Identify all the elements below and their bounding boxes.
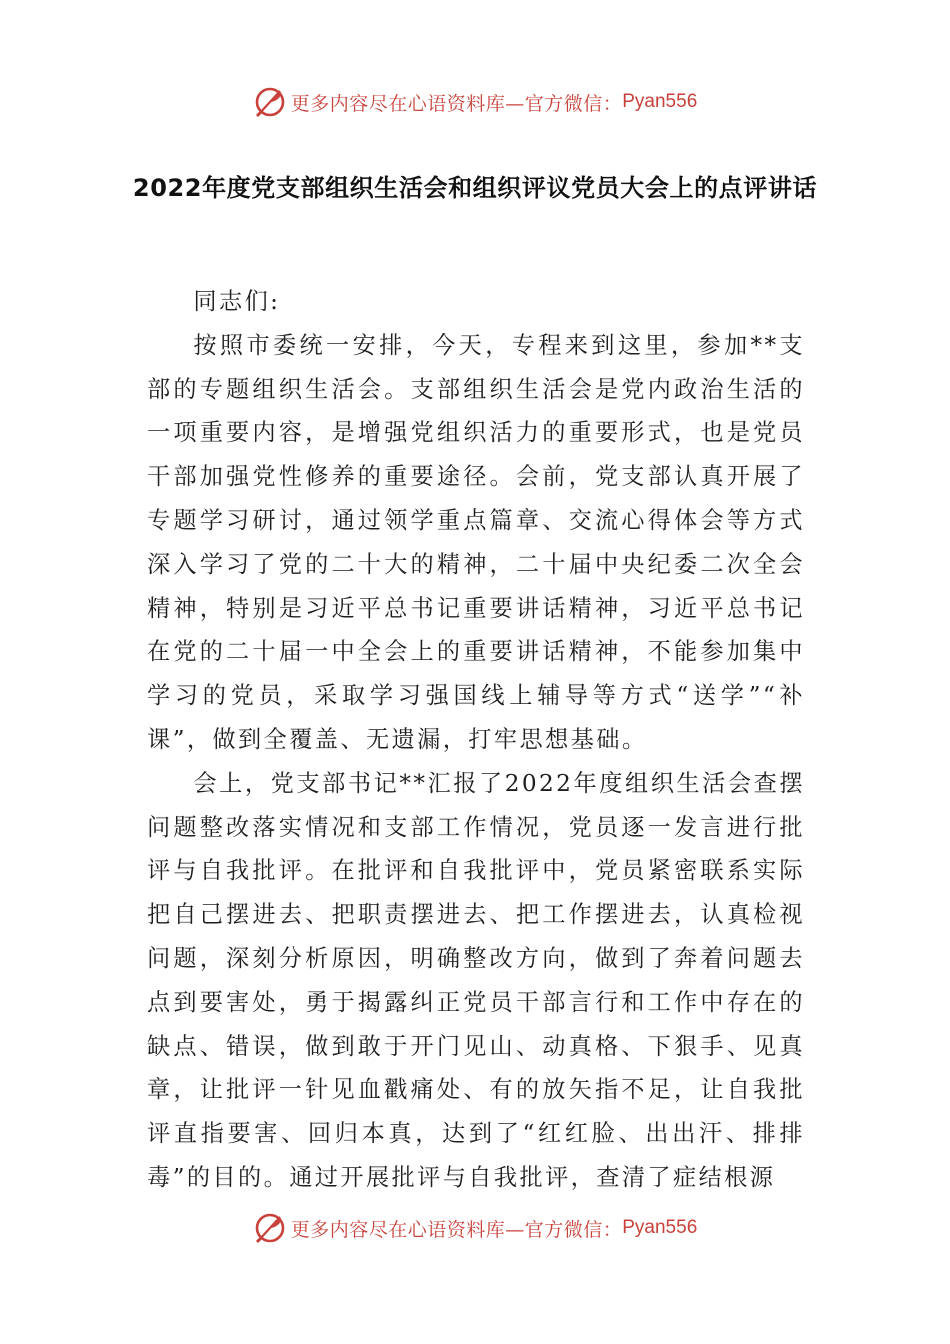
quill-pen-circle-icon [253, 85, 287, 119]
document-body [147, 280, 805, 1200]
banner-text: 更多内容尽在心语资料库—官方微信： [290, 92, 623, 115]
banner-wechat-id: Pyan556 [622, 1217, 698, 1238]
paragraph: 按照市委统一安排，今天，专程来到这里，参加**支部的专题组织生活会。支部组织生活会是党内政治生活的一项重要内容，是增强党组织活力的重要形式，也是党员干部加强党性修养的重要途径。会前，党支部认真开展了专题学习研讨，通过领学重点篇章、交流心得体会等方式深入学习了党的二十大的精神，二十届中央纪委二次全会精神，特别是习近平总书记重要讲话精神，习近平总书记在党的二十届一中全会上的重要讲话精神，不能参加集中学习的党员，采取学习强国线上辅导等方式“送学”“补课”，做到全覆盖、无遗漏，打牢思想基础。 [147, 331, 805, 753]
header-watermark-banner [0, 82, 950, 122]
banner-wechat-id: Pyan556 [622, 91, 698, 112]
footer-watermark-banner [0, 1208, 950, 1248]
banner-text: 更多内容尽在心语资料库—官方微信： [290, 1218, 623, 1241]
document-title: 2022年度党支部组织生活会和组织评议党员大会上的点评讲话 [132, 174, 818, 202]
paragraph: 会上，党支部书记**汇报了2022年度组织生活会查摆问题整改落实情况和支部工作情况，党员逐一发言进行批评与自我批评。在批评和自我批评中，党员紧密联系实际把自己摆进去、把职责摆进去、把工作摆进去，认真检视问题，深刻分析原因，明确整改方向，做到了奔着问题去点到要害处，勇于揭露纠正党员干部言行和工作中存在的缺点、错误，做到敢于开门见山、动真格、下狠手、见真章，让批评一针见血戳痛处、有的放矢指不足，让自我批评直指要害、回归本真，达到了“红红脸、出出汗、排排毒”的目的。通过开展批评与自我批评，查清了症结根源 [147, 769, 805, 1191]
quill-pen-circle-icon [253, 1211, 287, 1245]
salutation: 同志们: [193, 288, 281, 315]
